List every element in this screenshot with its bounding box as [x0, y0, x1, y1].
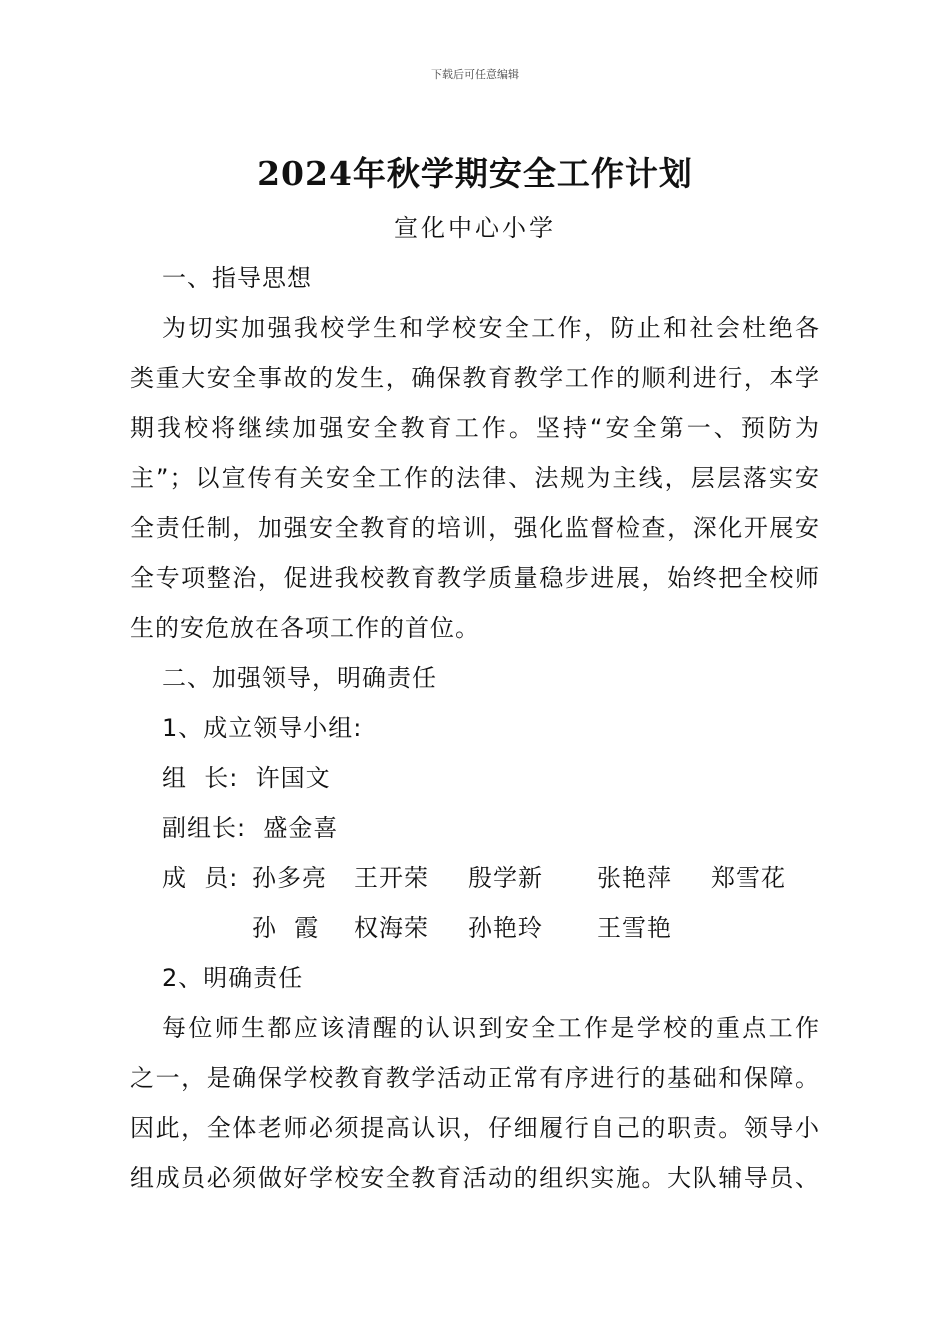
paragraph-line: 全专项整治，促进我校教育教学质量稳步进展，始终把全校师	[130, 564, 820, 592]
subheading-clear-responsibility: 2、明确责任	[162, 964, 304, 992]
member-name: 王开荣	[354, 864, 429, 892]
document-subtitle: 宣化中心小学	[394, 214, 556, 242]
leader-line: 组 长: 许国文	[162, 764, 331, 792]
paragraph-line: 主”；以宣传有关安全工作的法律、法规为主线，层层落实安	[130, 464, 820, 492]
paragraph-line: 类重大安全事故的发生，确保教育教学工作的顺利进行，本学	[130, 364, 820, 392]
paragraph-line: 之一，是确保学校教育教学活动正常有序进行的基础和保障。	[130, 1064, 820, 1092]
paragraph-line: 每位师生都应该清醒的认识到安全工作是学校的重点工作	[162, 1014, 820, 1042]
member-name: 殷学新	[468, 864, 543, 892]
paragraph-line: 生的安危放在各项工作的首位。	[130, 614, 480, 642]
subheading-leadership-group: 1、成立领导小组:	[162, 714, 363, 742]
paragraph-line: 期我校将继续加强安全教育工作。坚持“安全第一、预防为	[130, 414, 820, 442]
member-name: 权海荣	[354, 914, 429, 942]
members-label: 成 员:	[162, 864, 239, 892]
member-name: 张艳萍	[597, 864, 672, 892]
document-title: 2024年秋学期安全工作计划	[257, 154, 693, 193]
member-name: 孙 霞	[252, 914, 320, 942]
paragraph-line: 因此，全体老师必须提高认识，仔细履行自己的职责。领导小	[130, 1114, 820, 1142]
member-name: 孙多亮	[252, 864, 327, 892]
paragraph-line: 组成员必须做好学校安全教育活动的组织实施。大队辅导员、	[130, 1164, 820, 1192]
section-heading-guiding-thought: 一、指导思想	[162, 264, 312, 292]
member-name: 郑雪花	[711, 864, 786, 892]
member-name: 孙艳玲	[468, 914, 543, 942]
section-heading-leadership: 二、加强领导，明确责任	[162, 664, 437, 692]
deputy-leader-line: 副组长: 盛金喜	[162, 814, 339, 842]
header-note: 下载后可任意编辑	[431, 68, 519, 81]
paragraph-line: 全责任制，加强安全教育的培训，强化监督检查，深化开展安	[130, 514, 820, 542]
member-name: 王雪艳	[597, 914, 672, 942]
paragraph-line: 为切实加强我校学生和学校安全工作，防止和社会杜绝各	[162, 314, 820, 342]
